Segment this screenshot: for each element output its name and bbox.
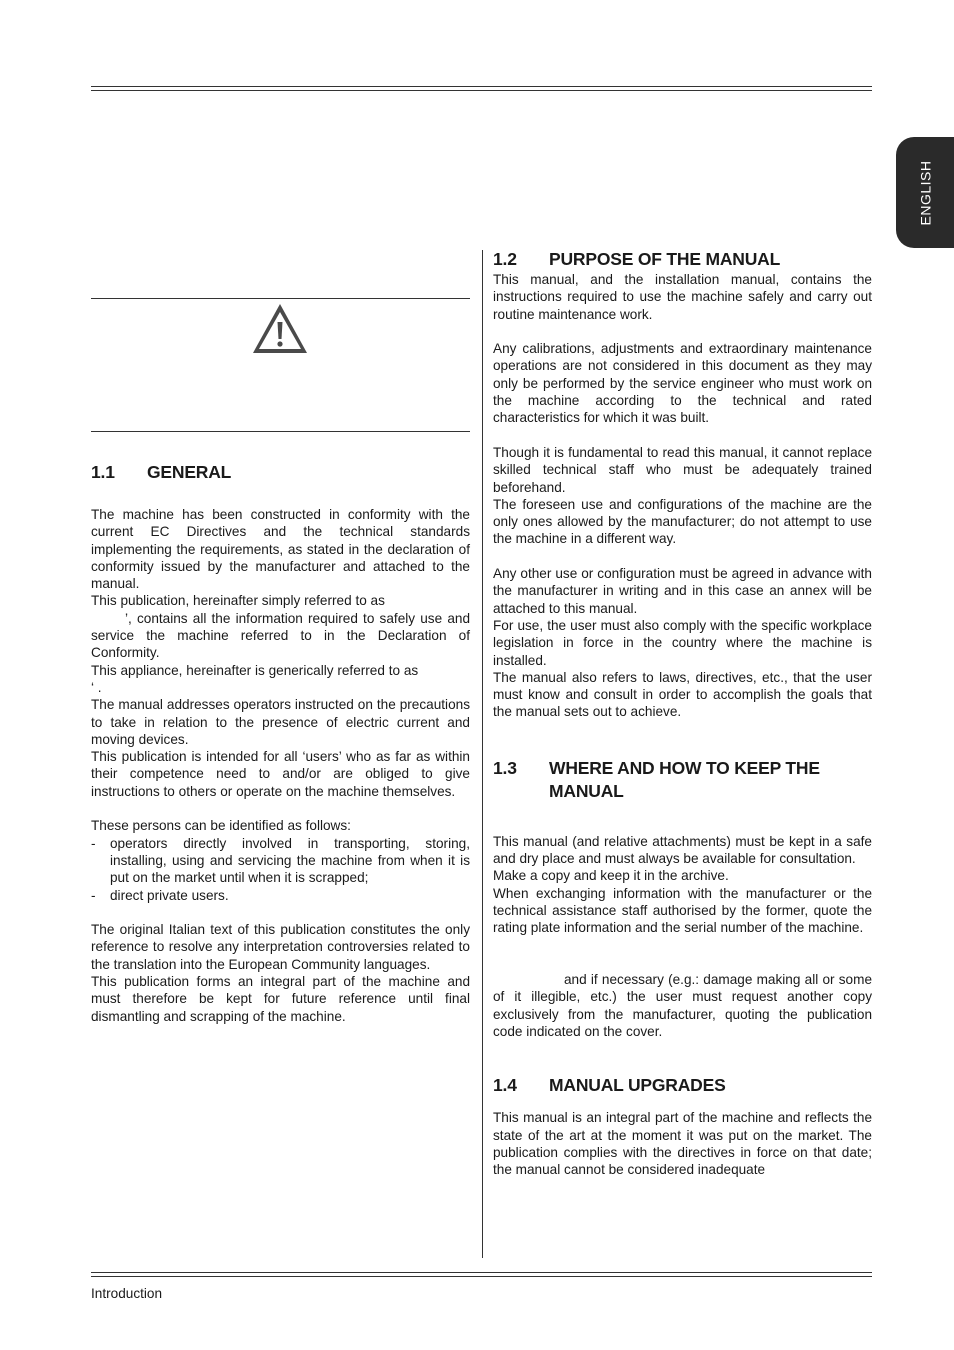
paragraph: Any calibrations, adjustments and extraordinary maintenance operations are not considered in this document as they may only be performed by the service engineer who must work on the machine according to the technical and rated characteristics for which it was built. — [493, 341, 872, 426]
list-item: - direct private users. — [91, 887, 470, 904]
footer-section-name: Introduction — [91, 1286, 163, 1301]
paragraph: Though it is fundamental to read this manual, it cannot replace skilled technical staff who must be adequately trained beforehand. — [493, 444, 872, 495]
language-tab[interactable] — [896, 137, 954, 248]
paragraph: ‘ . — [91, 679, 102, 695]
user-list — [91, 835, 470, 904]
paragraph: This publication is intended for all ‘users’ who as far as within their competence need to and/or are obliged to give instructions to others or operate on the machine themselves. — [91, 749, 470, 799]
paragraph: The manual addresses operators instructed on the precautions to take in relation to the presence of electric current and moving devices. — [91, 697, 470, 747]
left-column — [91, 461, 470, 1025]
paragraph: This publication, hereinafter simply referred to as — [91, 593, 385, 609]
paragraph: When exchanging information with the manufacturer or the technical assistance staff authorised by the former, quote the rating plate information and the serial number of the machine. — [493, 885, 872, 936]
paragraph: The original Italian text of this publication constitutes the only reference to resolve any interpretation controversies related to the translation into the European Community languages. — [91, 922, 470, 972]
header-double-rule — [91, 86, 872, 91]
paragraph: This publication forms an integral part of the machine and must therefore be kept for future reference until final dismantling and scrapping of the machine. — [91, 974, 470, 1024]
language-tab-label: ENGLISH — [917, 160, 933, 225]
section-heading-purpose: 1.2 PURPOSE OF THE MANUAL — [493, 249, 781, 269]
paragraph: The machine has been constructed in conformity with the current EC Directives and the technical standards implementing the requirements, as stated in the declaration of conformity issued by the manufacturer and attached to the manual. — [91, 507, 470, 592]
paragraph: This manual is an integral part of the machine and reflects the state of the art at the moment it was put on the market. The publication complies with the directives in force on that date; the manual cannot be considered inadequate — [493, 1110, 872, 1178]
section-heading-keep-manual: 1.3 WHERE AND HOW TO KEEP THE MANUAL — [493, 757, 820, 801]
right-column — [493, 248, 872, 1178]
paragraph: and if necessary (e.g.: damage making all or some of it illegible, etc.) the user must request another copy exclusively from the manufacturer, quoting the publication code indicated on the cover. — [493, 972, 872, 1039]
section-heading-general: 1.1 GENERAL — [91, 462, 232, 482]
paragraph: This manual, and the installation manual, contains the instructions required to use the machine safely and carry out routine maintenance work. — [493, 272, 872, 322]
paragraph: The foreseen use and configurations of the machine are the only ones allowed by the manufacturer; do not attempt to use the machine in a different way. — [493, 496, 872, 547]
paragraph: This manual (and relative attachments) must be kept in a safe and dry place and must always be available for consultation. — [493, 833, 872, 867]
list-item: - operators directly involved in transporting, storing, installing, using and servicing the machine from when it is put on the market until when it is scrapped; — [91, 835, 470, 887]
paragraph: ’, contains all the information required to safely use and service the machine referred to in the Declaration of Conformity. — [91, 610, 470, 661]
column-divider — [482, 250, 483, 1258]
warning-triangle-icon — [251, 302, 309, 356]
paragraph: This appliance, hereinafter is generically referred to as — [91, 662, 419, 678]
footer-double-rule — [91, 1272, 872, 1277]
paragraph: The manual also refers to laws, directives, etc., that the user must know and consult in order to accomplish the goals that the manual sets out to achieve. — [493, 669, 872, 720]
section-heading-upgrades: 1.4 MANUAL UPGRADES — [493, 1075, 726, 1096]
paragraph: Make a copy and keep it in the archive. — [493, 868, 729, 884]
warning-box — [91, 298, 470, 432]
paragraph: These persons can be identified as follows: — [91, 818, 351, 834]
paragraph: Any other use or configuration must be agreed in advance with the manufacturer in writing and in this case an annex will be attached to this manual. — [493, 566, 872, 616]
paragraph: For use, the user must also comply with the specific workplace legislation in force in the country where the machine is installed. — [493, 617, 872, 668]
